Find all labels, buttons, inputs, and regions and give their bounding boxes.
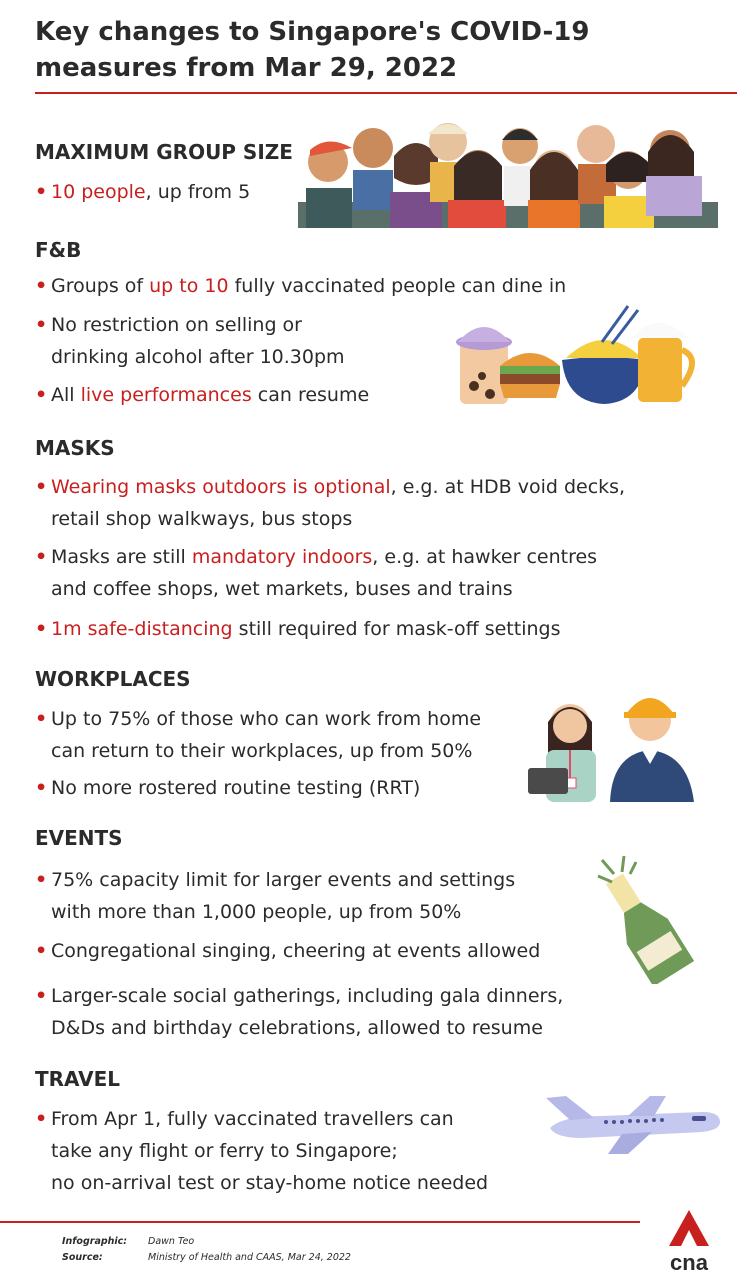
highlight-text: mandatory indoors [191, 546, 373, 568]
bullet-text: All [51, 384, 81, 406]
workers-illustration [526, 684, 720, 802]
bullet-text: D&Ds and birthday celebrations, allowed to resume [51, 1017, 543, 1039]
people-crowd-illustration [298, 112, 718, 228]
bullet-text: Masks are still [51, 546, 192, 568]
highlight-text: 1m safe-distancing [51, 618, 233, 640]
bullet-text: , e.g. at HDB void decks, [390, 476, 626, 498]
bullet-text: with more than 1,000 people, up from 50% [51, 901, 462, 923]
bullet-text: can return to their workplaces, up from 50% [51, 740, 473, 762]
bullet-text: Congregational singing, cheering at events allowed [51, 940, 541, 962]
bullet-dot: • [35, 181, 48, 203]
credit-source [62, 1252, 351, 1263]
bullet-text: , up from 5 [145, 181, 251, 203]
bullet-text: and coffee shops, wet markets, buses and trains [51, 578, 513, 600]
highlight-text: 10 people [51, 181, 146, 203]
bullet-text: retail shop walkways, bus stops [51, 508, 353, 530]
bullet-fnb-alcohol [35, 309, 345, 373]
bullet-dot: • [35, 708, 48, 730]
bullet-events-capacity [35, 864, 515, 928]
bullet-text: fully vaccinated people can dine in [228, 275, 567, 297]
bullet-text: Larger-scale social gatherings, including gala dinners, [51, 985, 564, 1007]
bullet-travel [35, 1103, 488, 1199]
credit-infographic [62, 1236, 194, 1247]
bullet-dot: • [35, 777, 48, 799]
bullet-text: no on-arrival test or stay-home notice needed [51, 1172, 489, 1194]
bullet-text: , e.g. at hawker centres [372, 546, 598, 568]
bullet-text: drinking alcohol after 10.30pm [51, 346, 345, 368]
bullet-events-gatherings [35, 980, 563, 1044]
cna-logo [663, 1208, 715, 1278]
highlight-text: up to 10 [149, 275, 229, 297]
bullet-dot: • [35, 275, 48, 297]
bullet-text: From Apr 1, fully vaccinated travellers can [51, 1108, 454, 1130]
section-heading-events: EVENTS [35, 826, 123, 850]
bullet-dot: • [35, 314, 48, 336]
bullet-text: still required for mask-off settings [232, 618, 561, 640]
bullet-text: Up to 75% of those who can work from home [51, 708, 482, 730]
bullet-masks-outdoors [35, 471, 625, 535]
bullet-dot: • [35, 985, 48, 1007]
logo-text: cna [670, 1250, 708, 1274]
champagne-bottle-illustration [590, 852, 702, 984]
bullet-workplaces-return [35, 703, 481, 767]
section-heading-workplaces: WORKPLACES [35, 667, 191, 691]
section-heading-travel: TRAVEL [35, 1067, 121, 1091]
bullet-fnb-dining [35, 270, 566, 302]
bullet-dot: • [35, 384, 48, 406]
credit-label: Source: [62, 1252, 103, 1263]
bullet-text: 75% capacity limit for larger events and settings [51, 869, 516, 891]
bullet-group-size [35, 176, 250, 208]
bullet-dot: • [35, 940, 48, 962]
section-heading-fnb: F&B [35, 238, 82, 262]
bullet-fnb-performances [35, 379, 369, 411]
bullet-dot: • [35, 869, 48, 891]
bullet-dot: • [35, 546, 48, 568]
food-drinks-illustration [452, 302, 708, 410]
bullet-dot: • [35, 476, 48, 498]
page-title: Key changes to Singapore's COVID-19 measures from Mar 29, 2022 [35, 17, 590, 83]
bullet-masks-indoors [35, 541, 597, 605]
credit-value: Ministry of Health and CAAS, Mar 24, 2022 [148, 1252, 351, 1263]
bullet-dot: • [35, 1108, 48, 1130]
airplane-illustration [542, 1088, 724, 1156]
bullet-text: Groups of [51, 275, 150, 297]
bullet-events-singing [35, 935, 540, 967]
bullet-text: No restriction on selling or [51, 314, 302, 336]
credit-label: Infographic: [62, 1236, 128, 1247]
title-divider [35, 92, 737, 94]
bullet-text: can resume [251, 384, 370, 406]
bullet-dot: • [35, 618, 48, 640]
highlight-text: live performances [80, 384, 252, 406]
credit-value: Dawn Teo [148, 1236, 195, 1247]
section-heading-group-size: MAXIMUM GROUP SIZE [35, 140, 293, 164]
highlight-text: Wearing masks outdoors is optional [51, 476, 391, 498]
section-heading-masks: MASKS [35, 436, 115, 460]
bullet-masks-distancing [35, 613, 561, 645]
bullet-workplaces-rrt [35, 772, 420, 804]
footer-divider [0, 1221, 640, 1223]
bullet-text: No more rostered routine testing (RRT) [51, 777, 421, 799]
bullet-text: take any flight or ferry to Singapore; [51, 1140, 398, 1162]
